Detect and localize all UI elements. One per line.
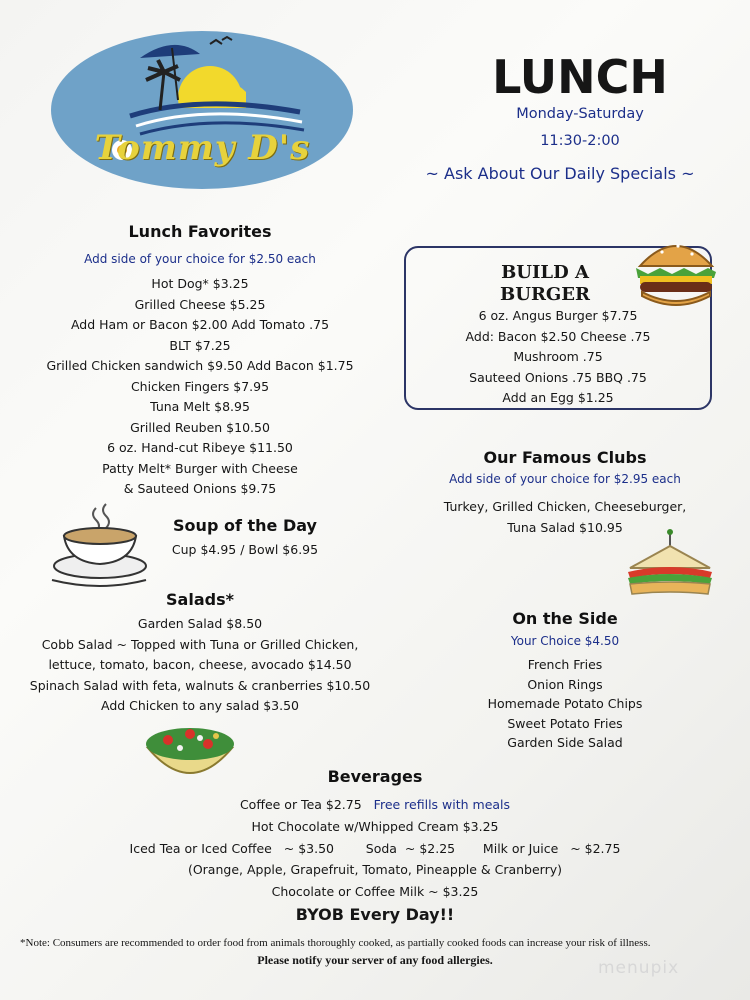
menu-item: lettuce, tomato, bacon, cheese, avocado $14.50 (48, 657, 352, 672)
sides-title: On the Side (512, 609, 618, 628)
menu-item: Turkey, Grilled Chicken, Cheeseburger, (443, 499, 687, 514)
logo-text: Tommy D's (94, 128, 311, 168)
soup-title: Soup of the Day (173, 516, 317, 535)
lunch-favorites-title: Lunch Favorites (128, 222, 272, 241)
lunch-favorites-note: Add side of your choice for $2.50 each (84, 252, 316, 266)
menu-item: Grilled Chicken sandwich $9.50 Add Bacon $1.75 (46, 358, 354, 373)
menu-item: Cobb Salad ~ Topped with Tuna or Grilled Chicken, (41, 636, 359, 652)
beverages-list (0, 816, 750, 902)
menu-item: (Orange, Apple, Grapefruit, Tomato, Pineapple & Cranberry) (187, 862, 563, 877)
menu-item: Add an Egg $1.25 (502, 390, 614, 405)
sides-list (400, 655, 730, 753)
daily-specials-note: ~ Ask About Our Daily Specials ~ (425, 164, 695, 183)
menu-item: Onion Rings (527, 676, 603, 692)
menu-item: Sweet Potato Fries (507, 715, 623, 731)
soup-price: Cup $4.95 / Bowl $6.95 (171, 542, 319, 557)
coffee-line (0, 795, 750, 816)
menu-item: Garden Side Salad (507, 735, 623, 750)
menu-item: French Fries (527, 657, 603, 672)
burger-title-line2: BURGER (500, 284, 590, 305)
menu-item: BLT $7.25 (169, 337, 231, 353)
menu-item: 6 oz. Hand-cut Ribeye $11.50 (107, 440, 293, 455)
menu-item: Garden Salad $8.50 (137, 616, 263, 631)
burger-icon (634, 232, 718, 316)
menu-item: & Sauteed Onions $9.75 (123, 481, 277, 496)
allergy-note: Please notify your server of any food allergies. (257, 953, 493, 967)
page-title: LUNCH (492, 50, 668, 104)
menu-item: Chicken Fingers $7.95 (130, 378, 270, 394)
menu-item: Add: Bacon $2.50 Cheese .75 (465, 328, 651, 344)
clubs-note: Add side of your choice for $2.95 each (449, 472, 681, 486)
menu-item: Hot Chocolate w/Whipped Cream $3.25 (251, 819, 499, 834)
watermark: menupix (598, 958, 680, 978)
days-open: Monday-Saturday (516, 106, 644, 122)
hours-open: 11:30-2:00 (540, 133, 620, 149)
menu-item: Homemade Potato Chips (487, 696, 643, 711)
sides-note: Your Choice $4.50 (510, 634, 620, 648)
menu-item: Grilled Reuben $10.50 (130, 419, 270, 435)
menu-item: Add Ham or Bacon $2.00 Add Tomato .75 (70, 317, 330, 332)
lunch-favorites-list (20, 274, 380, 500)
menu-item: Hot Dog* $3.25 (151, 276, 249, 291)
coffee-price: Coffee or Tea $2.75 (239, 797, 362, 812)
byob-banner: BYOB Every Day!! (295, 905, 455, 924)
beverages-title: Beverages (327, 767, 423, 786)
menu-item: Add Chicken to any salad $3.50 (100, 698, 300, 713)
menu-item: Mushroom .75 (513, 349, 603, 364)
menu-item: Chocolate or Coffee Milk ~ $3.25 (271, 883, 479, 899)
burger-list (404, 306, 712, 409)
menu-item: Patty Melt* Burger with Cheese (102, 460, 298, 476)
salads-title: Salads* (166, 590, 234, 609)
menu-item: Tuna Melt $8.95 (150, 399, 250, 414)
salads-list (20, 614, 380, 717)
food-safety-note: *Note: Consumers are recommended to order food from animals thoroughly cooked, as partially cooked foods can increase your risk of illness. (20, 937, 651, 949)
menu-item: Grilled Cheese $5.25 (134, 296, 266, 312)
clubs-title: Our Famous Clubs (483, 448, 647, 467)
free-refills-note: Free refills with meals (373, 797, 511, 812)
menu-item: Tuna Salad $10.95 (507, 519, 623, 535)
club-sandwich-icon (624, 528, 716, 604)
restaurant-logo (50, 30, 355, 190)
burger-title-line1: BUILD A (501, 262, 589, 283)
menu-item: Sauteed Onions .75 BBQ .75 (469, 369, 647, 385)
menu-item: Iced Tea or Iced Coffee ~ $3.50 Soda ~ $2.25 Milk or Juice ~ $2.75 (129, 840, 621, 856)
menu-item: Spinach Salad with feta, walnuts & cranberries $10.50 (29, 677, 371, 693)
menu-item: 6 oz. Angus Burger $7.75 (478, 308, 638, 323)
